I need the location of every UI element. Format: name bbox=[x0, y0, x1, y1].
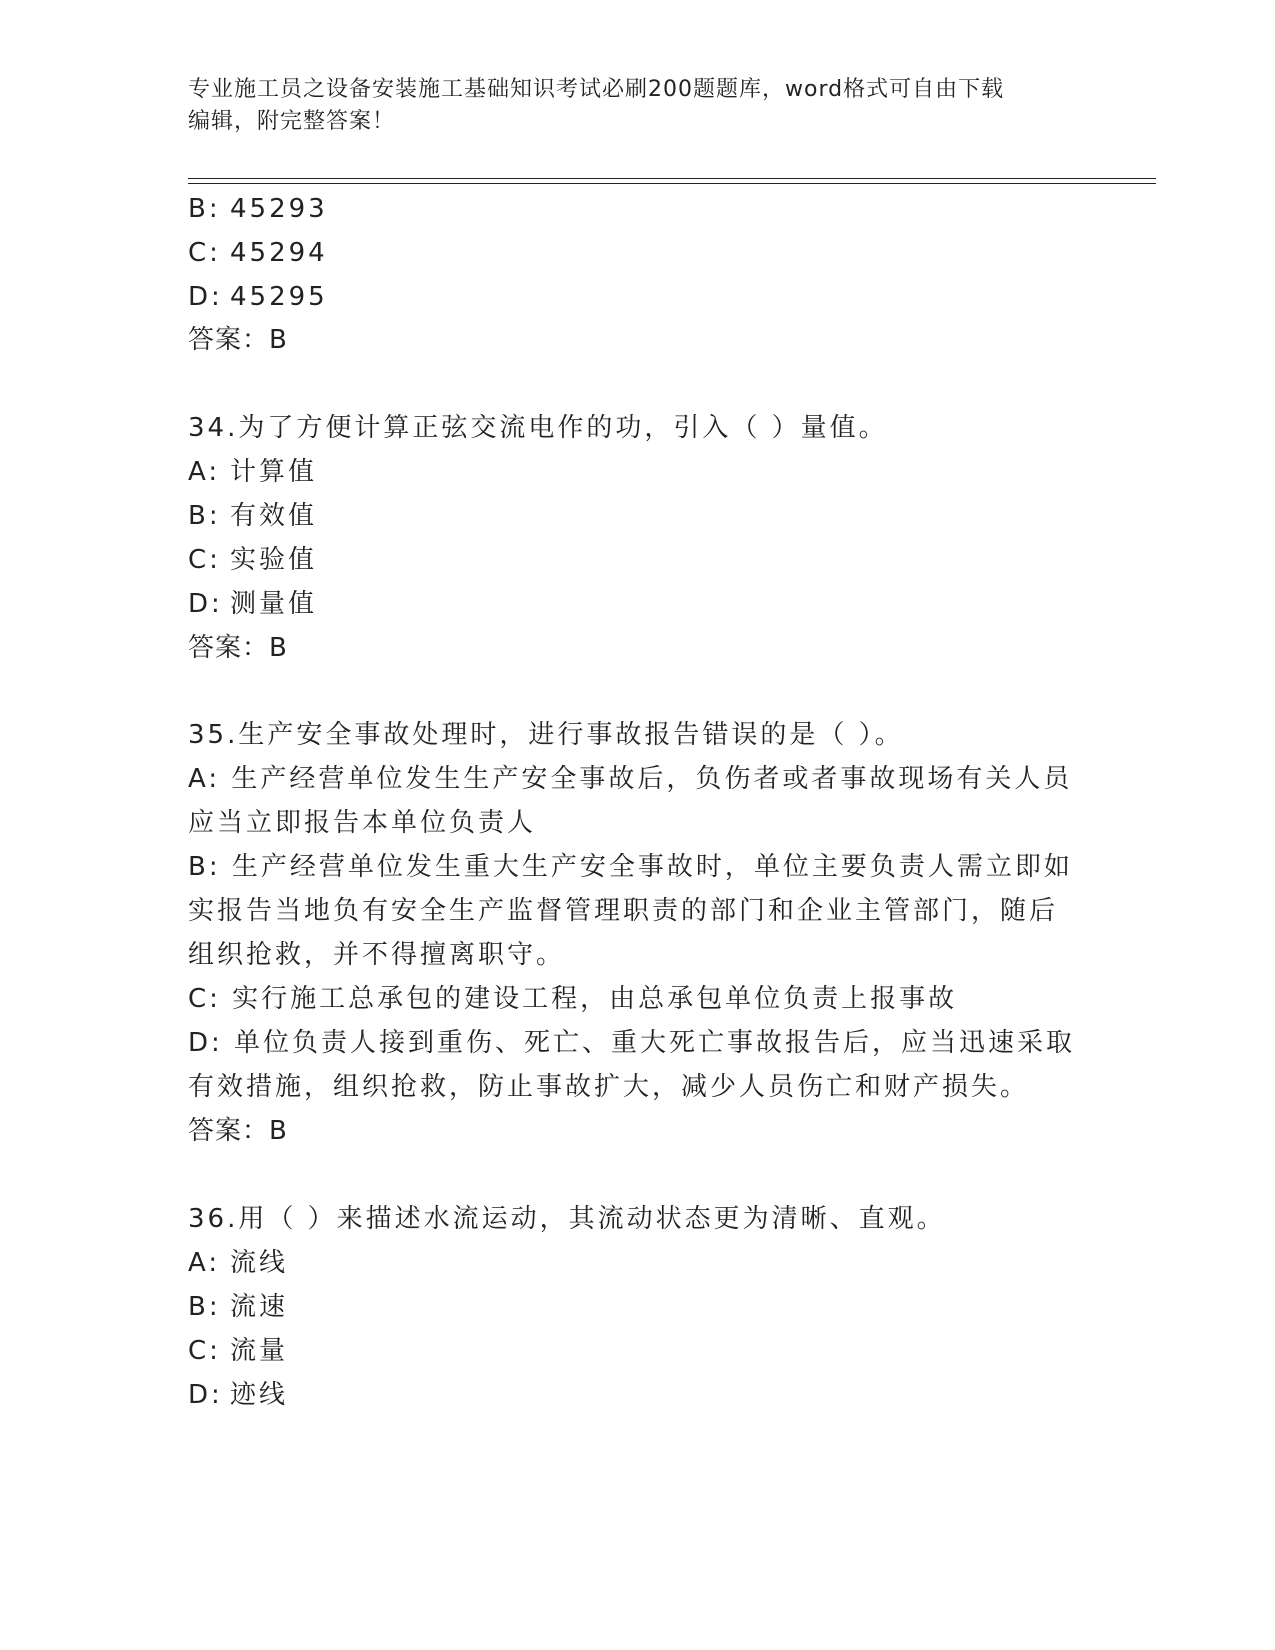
q35-option-d-line-1: D: 单位负责人接到重伤、死亡、重大死亡事故报告后，应当迅速采取 bbox=[188, 1028, 1076, 1058]
q35-option-b-line-3: 组织抢救，并不得擅离职守。 bbox=[188, 940, 566, 970]
q34-option-d: D: 测量值 bbox=[188, 589, 318, 619]
header-rule-top bbox=[188, 178, 1156, 179]
q34-answer: 答案：B bbox=[188, 633, 288, 663]
q34-option-a: A: 计算值 bbox=[188, 457, 318, 487]
q35-option-b-line-1: B: 生产经营单位发生重大生产安全事故时，单位主要负责人需立即如 bbox=[188, 852, 1073, 882]
q33-option-b: B: 45293 bbox=[188, 194, 328, 224]
q34-stem: 34.为了方便计算正弦交流电作的功，引入（ ）量值。 bbox=[188, 413, 888, 443]
document-header bbox=[188, 74, 1088, 138]
q36-option-d: D: 迹线 bbox=[188, 1380, 289, 1410]
q36-option-c: C: 流量 bbox=[188, 1336, 289, 1366]
header-rule-bottom bbox=[188, 183, 1156, 184]
q35-option-b-line-2: 实报告当地负有安全生产监督管理职责的部门和企业主管部门，随后 bbox=[188, 896, 1059, 926]
header-line-2: 编辑，附完整答案！ bbox=[188, 109, 396, 134]
q35-option-d-line-2: 有效措施，组织抢救，防止事故扩大，减少人员伤亡和财产损失。 bbox=[188, 1072, 1030, 1102]
q34-option-b: B: 有效值 bbox=[188, 501, 318, 531]
q36-stem: 36.用（ ）来描述水流运动，其流动状态更为清晰、直观。 bbox=[188, 1204, 946, 1234]
q33-option-c: C: 45294 bbox=[188, 238, 328, 268]
q34-option-c: C: 实验值 bbox=[188, 545, 318, 575]
q33-answer: 答案：B bbox=[188, 325, 288, 355]
q35-stem: 35.生产安全事故处理时，进行事故报告错误的是（ ）。 bbox=[188, 720, 904, 750]
q36-option-b: B: 流速 bbox=[188, 1292, 289, 1322]
q35-option-a-line-2: 应当立即报告本单位负责人 bbox=[188, 808, 537, 838]
q35-answer: 答案：B bbox=[188, 1116, 288, 1146]
header-line-1: 专业施工员之设备安装施工基础知识考试必刷200题题库，word格式可自由下载 bbox=[188, 77, 1005, 102]
q35-option-a-line-1: A: 生产经营单位发生生产安全事故后，负伤者或者事故现场有关人员 bbox=[188, 764, 1073, 794]
q36-option-a: A: 流线 bbox=[188, 1248, 289, 1278]
q33-option-d: D: 45295 bbox=[188, 282, 328, 312]
q35-option-c-line-1: C: 实行施工总承包的建设工程，由总承包单位负责上报事故 bbox=[188, 984, 958, 1014]
